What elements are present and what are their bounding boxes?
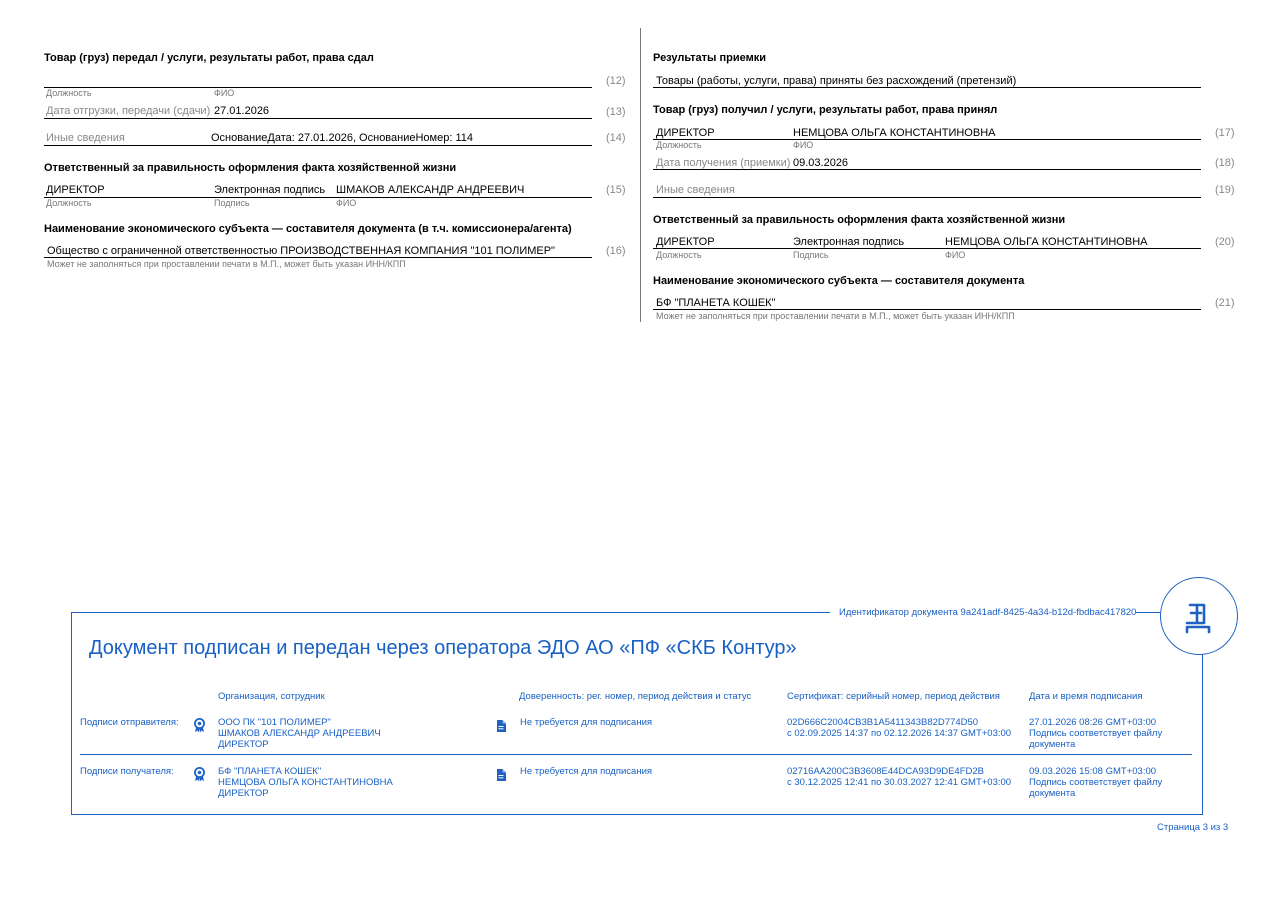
row18-receipt-date: 09.03.2026 (793, 157, 849, 169)
row13-shipment-date: 27.01.2026 (214, 105, 270, 117)
row17-fio: НЕМЦОВА ОЛЬГА КОНСТАНТИНОВНА (793, 127, 996, 139)
row15-caption-position: Должность (46, 198, 92, 208)
stamp-top-border-right (1136, 612, 1160, 613)
stamp-heading: Документ подписан и передан через оператора ЭДО АО «ПФ «СКБ Контур» (89, 637, 797, 659)
row18-number: (18) (1215, 157, 1235, 169)
row14-other-info: ОснованиеДата: 27.01.2026, ОснованиеНомер: 114 (211, 132, 473, 144)
row20-line (653, 248, 1201, 249)
receiver-sign-status: Подпись соответствует файлу (1029, 777, 1163, 788)
row15-caption-fio: ФИО (336, 198, 357, 208)
receiver-label: Подписи получателя: (80, 766, 174, 777)
right-title-entity: Наименование экономического субъекта — составителя документа (653, 275, 1025, 287)
receiver-cert-serial: 02716AA200C3B3608E44DCA93D9DE4FD2B (787, 766, 984, 777)
row16-line (44, 257, 592, 258)
row21-line (653, 309, 1201, 310)
row20-signature: Электронная подпись (793, 236, 905, 248)
document-identifier: Идентификатор документа 9a241adf-8425-4a34-b12d-fbdbac417820 (839, 607, 1137, 618)
row15-signature: Электронная подпись (214, 184, 326, 196)
right-title-results: Результаты приемки (653, 52, 766, 64)
col-header-date: Дата и время подписания (1029, 691, 1143, 702)
row20-position: ДИРЕКТОР (656, 236, 715, 248)
row17-number: (17) (1215, 127, 1235, 139)
row17-caption-position: Должность (656, 140, 702, 150)
row12-number: (12) (606, 75, 626, 87)
certificate-badge-icon (193, 767, 206, 787)
receiver-position: ДИРЕКТОР (218, 788, 269, 799)
sender-org: ООО ПК "101 ПОЛИМЕР" (218, 717, 331, 728)
row15-caption-signature: Подпись (214, 198, 250, 208)
row13-line (44, 118, 592, 119)
acceptance-results: Товары (работы, услуги, права) приняты без расхождений (претензий) (656, 75, 1017, 87)
sender-cert-serial: 02D666C2004CB3B1A5411343B82D774D50 (787, 717, 979, 728)
certificate-badge-icon (193, 718, 206, 738)
results-line (653, 87, 1201, 88)
row14-label: Иные сведения (46, 132, 125, 144)
row16-entity-name: Общество с ограниченной ответственностью ПРОИЗВОДСТВЕННАЯ КОМПАНИЯ "101 ПОЛИМЕР" (47, 245, 555, 257)
sender-sign-status: Подпись соответствует файлу (1029, 728, 1163, 739)
col-header-power: Доверенность: рег. номер, период действия и статус (519, 691, 752, 702)
row15-fio: ШМАКОВ АЛЕКСАНДР АНДРЕЕВИЧ (336, 184, 525, 196)
sender-person: ШМАКОВ АЛЕКСАНДР АНДРЕЕВИЧ (218, 728, 381, 739)
row14-number: (14) (606, 132, 626, 144)
left-title-responsible: Ответственный за правильность оформления факта хозяйственной жизни (44, 162, 457, 174)
row16-note: Может не заполняться при проставлении печати в М.П., может быть указан ИНН/КПП (47, 259, 406, 269)
stamp-row-separator (80, 754, 1192, 755)
page-number: Страница 3 из 3 (1157, 822, 1229, 833)
sender-label: Подписи отправителя: (80, 717, 179, 728)
col-header-org: Организация, сотрудник (218, 691, 325, 702)
row15-number: (15) (606, 184, 626, 196)
row21-note: Может не заполняться при проставлении печати в М.П., может быть указан ИНН/КПП (656, 311, 1015, 321)
row19-number: (19) (1215, 184, 1235, 196)
right-title-received: Товар (груз) получил / услуги, результаты работ, права принял (653, 104, 998, 116)
stamp-top-border-left (71, 612, 830, 613)
row18-label: Дата получения (приемки) (656, 157, 791, 169)
left-title-entity: Наименование экономического субъекта — составителя документа (в т.ч. комиссионера/агента) (44, 223, 572, 235)
receiver-sign-status-cont: документа (1029, 788, 1076, 799)
row14-line (44, 145, 592, 146)
row19-line (653, 197, 1201, 198)
receiver-power-of-attorney: Не требуется для подписания (520, 766, 653, 777)
row16-number: (16) (606, 245, 626, 257)
col-header-cert: Сертификат: серийный номер, период действия (787, 691, 1000, 702)
row20-caption-fio: ФИО (945, 250, 966, 260)
row12-caption-fio: ФИО (214, 88, 235, 98)
left-title-transfer: Товар (груз) передал / услуги, результаты работ, права сдал (44, 52, 374, 64)
row12-caption-position: Должность (46, 88, 92, 98)
row12-line (44, 87, 592, 88)
row21-entity-name: БФ "ПЛАНЕТА КОШЕК" (656, 297, 776, 309)
row17-caption-fio: ФИО (793, 140, 814, 150)
row17-line (653, 139, 1201, 140)
sender-sign-date: 27.01.2026 08:26 GMT+03:00 (1029, 717, 1157, 728)
row15-position: ДИРЕКТОР (46, 184, 105, 196)
row13-number: (13) (606, 106, 626, 118)
row15-line (44, 197, 592, 198)
sender-power-of-attorney: Не требуется для подписания (520, 717, 653, 728)
receiver-person: НЕМЦОВА ОЛЬГА КОНСТАНТИНОВНА (218, 777, 393, 788)
kontur-logo-icon (1160, 577, 1238, 655)
sender-position: ДИРЕКТОР (218, 739, 269, 750)
row20-caption-position: Должность (656, 250, 702, 260)
column-divider (640, 28, 641, 322)
row18-line (653, 169, 1201, 170)
row21-number: (21) (1215, 297, 1235, 309)
row20-fio: НЕМЦОВА ОЛЬГА КОНСТАНТИНОВНА (945, 236, 1148, 248)
row13-label: Дата отгрузки, передачи (сдачи) (46, 105, 211, 117)
receiver-org: БФ "ПЛАНЕТА КОШЕК" (218, 766, 322, 777)
row20-number: (20) (1215, 236, 1235, 248)
right-title-responsible: Ответственный за правильность оформления факта хозяйственной жизни (653, 214, 1066, 226)
row20-caption-signature: Подпись (793, 250, 829, 260)
row19-label: Иные сведения (656, 184, 735, 196)
document-icon (496, 768, 506, 786)
sender-cert-period: с 02.09.2025 14:37 по 02.12.2026 14:37 GMT+03:00 (787, 728, 1012, 739)
receiver-cert-period: с 30.12.2025 12:41 по 30.03.2027 12:41 GMT+03:00 (787, 777, 1012, 788)
row17-position: ДИРЕКТОР (656, 127, 715, 139)
receiver-sign-date: 09.03.2026 15:08 GMT+03:00 (1029, 766, 1157, 777)
sender-sign-status-cont: документа (1029, 739, 1076, 750)
document-icon (496, 719, 506, 737)
